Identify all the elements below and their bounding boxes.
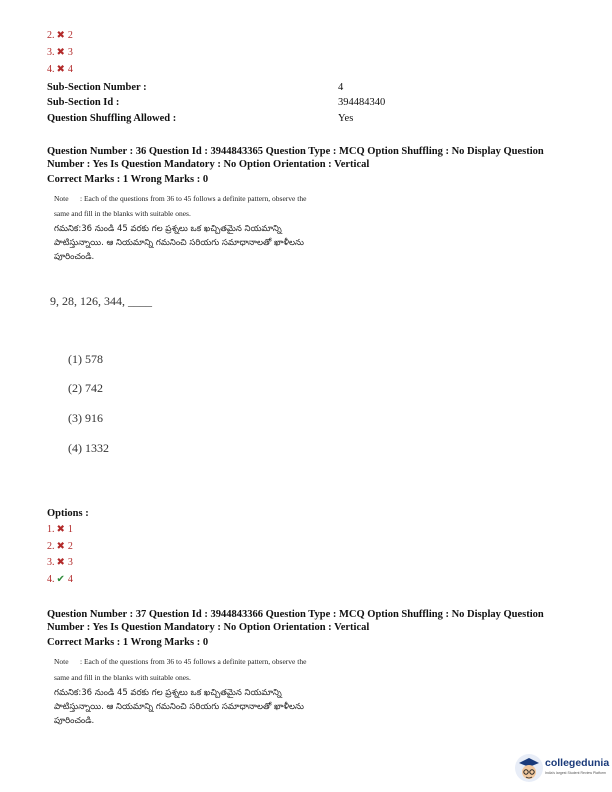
note-label: Note <box>54 657 69 666</box>
option-row: 1. ✖ 1 <box>47 524 73 535</box>
sub-section-id-label: Sub-Section Id : <box>47 97 120 108</box>
telugu-note-line2: పాటిస్తున్నాయి. ఆ నియమాన్ని గమనించి సరియగు సమాధానాలతో ఖాళీలను <box>54 238 304 248</box>
telugu-note-line2: పాటిస్తున్నాయి. ఆ నియమాన్ని గమనించి సరియగు సమాధానాలతో ఖాళీలను <box>54 702 304 712</box>
option-row: 4. ✖ 4 <box>47 64 73 75</box>
question-37-header-line1: Question Number : 37 Question Id : 3944843366 Question Type : MCQ Option Shuffling : No Display Question <box>47 609 544 620</box>
note-text-line2: same and fill in the blanks with suitable ones. <box>54 673 191 682</box>
choice-2: (2) 742 <box>68 381 103 395</box>
choice-4: (4) 1332 <box>68 441 109 455</box>
question-37-header-line2: Number : Yes Is Question Mandatory : No Option Orientation : Vertical <box>47 622 370 633</box>
brand-name: collegedunia <box>545 757 610 769</box>
shuffle-label: Question Shuffling Allowed : <box>47 113 177 124</box>
option-row: 3. ✖ 3 <box>47 47 73 58</box>
telugu-note-line1: గమనిక:36 నుండి 45 వరకు గల ప్రశ్నలు ఒక ఖచ్చితమైన నియమాన్ని <box>54 688 282 698</box>
mascot-icon <box>514 753 544 783</box>
telugu-note-line1: గమనిక:36 నుండి 45 వరకు గల ప్రశ్నలు ఒక ఖచ్చితమైన నియమాన్ని <box>54 224 282 234</box>
brand-tagline: India's largest Student Review Platform <box>545 771 606 775</box>
note-label: Note <box>54 194 69 203</box>
note-text-line2: same and fill in the blanks with suitable ones. <box>54 209 191 218</box>
collegedunia-logo <box>514 751 610 785</box>
cross-icon: ✖ <box>56 30 65 41</box>
option-row: 2. ✖ 2 <box>47 30 73 41</box>
check-icon: ✔ <box>56 574 65 585</box>
note-text-line1: : Each of the questions from 36 to 45 follows a definite pattern, observe the <box>80 657 307 666</box>
cross-icon: ✖ <box>56 64 65 75</box>
telugu-note-line3: పూరించండి. <box>54 716 95 726</box>
number-series: 9, 28, 126, 344, ____ <box>50 294 152 308</box>
cross-icon: ✖ <box>56 557 65 568</box>
sub-section-number-value: 4 <box>338 82 344 93</box>
note-text-line1: : Each of the questions from 36 to 45 follows a definite pattern, observe the <box>80 194 307 203</box>
shuffle-value: Yes <box>338 113 354 124</box>
option-row: 4. ✔ 4 <box>47 574 73 585</box>
cross-icon: ✖ <box>56 541 65 552</box>
cross-icon: ✖ <box>56 524 65 535</box>
cross-icon: ✖ <box>56 47 65 58</box>
options-label: Options : <box>47 508 89 519</box>
sub-section-number-label: Sub-Section Number : <box>47 82 147 93</box>
telugu-note-line3: పూరించండి. <box>54 252 95 262</box>
question-36-header-line1: Question Number : 36 Question Id : 3944843365 Question Type : MCQ Option Shuffling : No Display Question <box>47 146 544 157</box>
choice-1: (1) 578 <box>68 352 103 366</box>
question-36-header-line2: Number : Yes Is Question Mandatory : No Option Orientation : Vertical <box>47 159 370 170</box>
choice-3: (3) 916 <box>68 411 103 425</box>
question-36-marks: Correct Marks : 1 Wrong Marks : 0 <box>47 174 209 185</box>
sub-section-id-value: 394484340 <box>338 97 386 108</box>
option-row: 3. ✖ 3 <box>47 557 73 568</box>
option-row: 2. ✖ 2 <box>47 541 73 552</box>
question-37-marks: Correct Marks : 1 Wrong Marks : 0 <box>47 637 209 648</box>
